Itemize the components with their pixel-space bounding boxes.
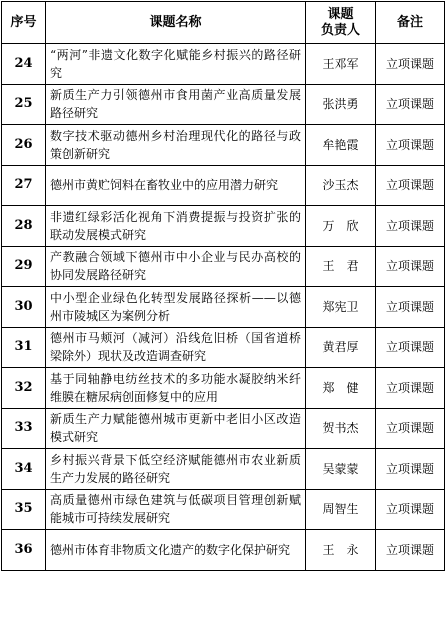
- row-number: 31: [2, 327, 46, 368]
- row-owner: 黄君厚: [306, 327, 376, 368]
- row-note: 立项课题: [376, 44, 445, 85]
- row-note: 立项课题: [376, 530, 445, 571]
- row-note: 立项课题: [376, 125, 445, 166]
- table-row: [2, 165, 445, 206]
- row-owner: 王 君: [306, 246, 376, 287]
- row-note: 立项课题: [376, 449, 445, 490]
- row-title: 新质生产力引领德州市食用菌产业高质量发展路径研究: [46, 84, 306, 125]
- row-title: “两河”非遗文化数字化赋能乡村振兴的路径研究: [46, 44, 306, 85]
- row-number: 34: [2, 449, 46, 490]
- table-row: [2, 327, 445, 368]
- row-note: 立项课题: [376, 368, 445, 409]
- header-note: 备注: [376, 2, 445, 44]
- row-number: 36: [2, 530, 46, 571]
- table-row: [2, 489, 445, 530]
- table-row: [2, 368, 445, 409]
- header-title: 课题名称: [46, 2, 306, 44]
- table-header-row: [2, 2, 445, 44]
- row-title: 乡村振兴背景下低空经济赋能德州市农业新质生产力发展的路径研究: [46, 449, 306, 490]
- header-owner-line2: 负责人: [320, 22, 360, 38]
- row-note: 立项课题: [376, 165, 445, 206]
- row-title: 德州市体育非物质文化遗产的数字化保护研究: [46, 530, 306, 571]
- row-note: 立项课题: [376, 206, 445, 247]
- row-owner: 吴蒙蒙: [306, 449, 376, 490]
- row-number: 32: [2, 368, 46, 409]
- row-owner: 牟艳霞: [306, 125, 376, 166]
- table-row: [2, 449, 445, 490]
- row-title: 中小型企业绿色化转型发展路径探析——以德州市陵城区为案例分析: [46, 287, 306, 328]
- table-row: [2, 530, 445, 571]
- row-number: 33: [2, 408, 46, 449]
- table-row: [2, 206, 445, 247]
- row-title: 产教融合领域下德州市中小企业与民办高校的协同发展路径研究: [46, 246, 306, 287]
- row-title: 德州市黄贮饲料在畜牧业中的应用潜力研究: [46, 165, 306, 206]
- table-row: [2, 287, 445, 328]
- row-note: 立项课题: [376, 408, 445, 449]
- table-row: [2, 408, 445, 449]
- row-owner: 张洪勇: [306, 84, 376, 125]
- row-number: 24: [2, 44, 46, 85]
- row-title: 基于同轴静电纺丝技术的多功能水凝胶纳米纤维膜在糖尿病创面修复中的应用: [46, 368, 306, 409]
- row-owner: 王 永: [306, 530, 376, 571]
- row-owner: 郑 健: [306, 368, 376, 409]
- row-title: 非遗红绿彩活化视角下消费提振与投资扩张的联动发展模式研究: [46, 206, 306, 247]
- row-number: 28: [2, 206, 46, 247]
- row-number: 26: [2, 125, 46, 166]
- row-number: 25: [2, 84, 46, 125]
- header-owner-line1: 课题: [327, 6, 354, 22]
- table-row: [2, 125, 445, 166]
- header-owner: [306, 2, 376, 44]
- row-owner: 郑宪卫: [306, 287, 376, 328]
- row-owner: 沙玉杰: [306, 165, 376, 206]
- row-owner: 周智生: [306, 489, 376, 530]
- row-owner: 王邓军: [306, 44, 376, 85]
- row-title: 高质量德州市绿色建筑与低碳项目管理创新赋能城市可持续发展研究: [46, 489, 306, 530]
- row-title: 新质生产力赋能德州城市更新中老旧小区改造模式研究: [46, 408, 306, 449]
- row-owner: 贺书杰: [306, 408, 376, 449]
- row-title: 德州市马颊河（减河）沿线危旧桥（国省道桥梁除外）现状及改造调查研究: [46, 327, 306, 368]
- row-note: 立项课题: [376, 287, 445, 328]
- project-table: [1, 1, 445, 571]
- table-row: [2, 246, 445, 287]
- table-row: [2, 44, 445, 85]
- row-owner: 万 欣: [306, 206, 376, 247]
- table-row: [2, 84, 445, 125]
- header-no: 序号: [2, 2, 46, 44]
- row-note: 立项课题: [376, 84, 445, 125]
- row-title: 数字技术驱动德州乡村治理现代化的路径与政策创新研究: [46, 125, 306, 166]
- row-note: 立项课题: [376, 327, 445, 368]
- row-number: 27: [2, 165, 46, 206]
- row-note: 立项课题: [376, 489, 445, 530]
- row-number: 30: [2, 287, 46, 328]
- row-number: 29: [2, 246, 46, 287]
- row-note: 立项课题: [376, 246, 445, 287]
- row-number: 35: [2, 489, 46, 530]
